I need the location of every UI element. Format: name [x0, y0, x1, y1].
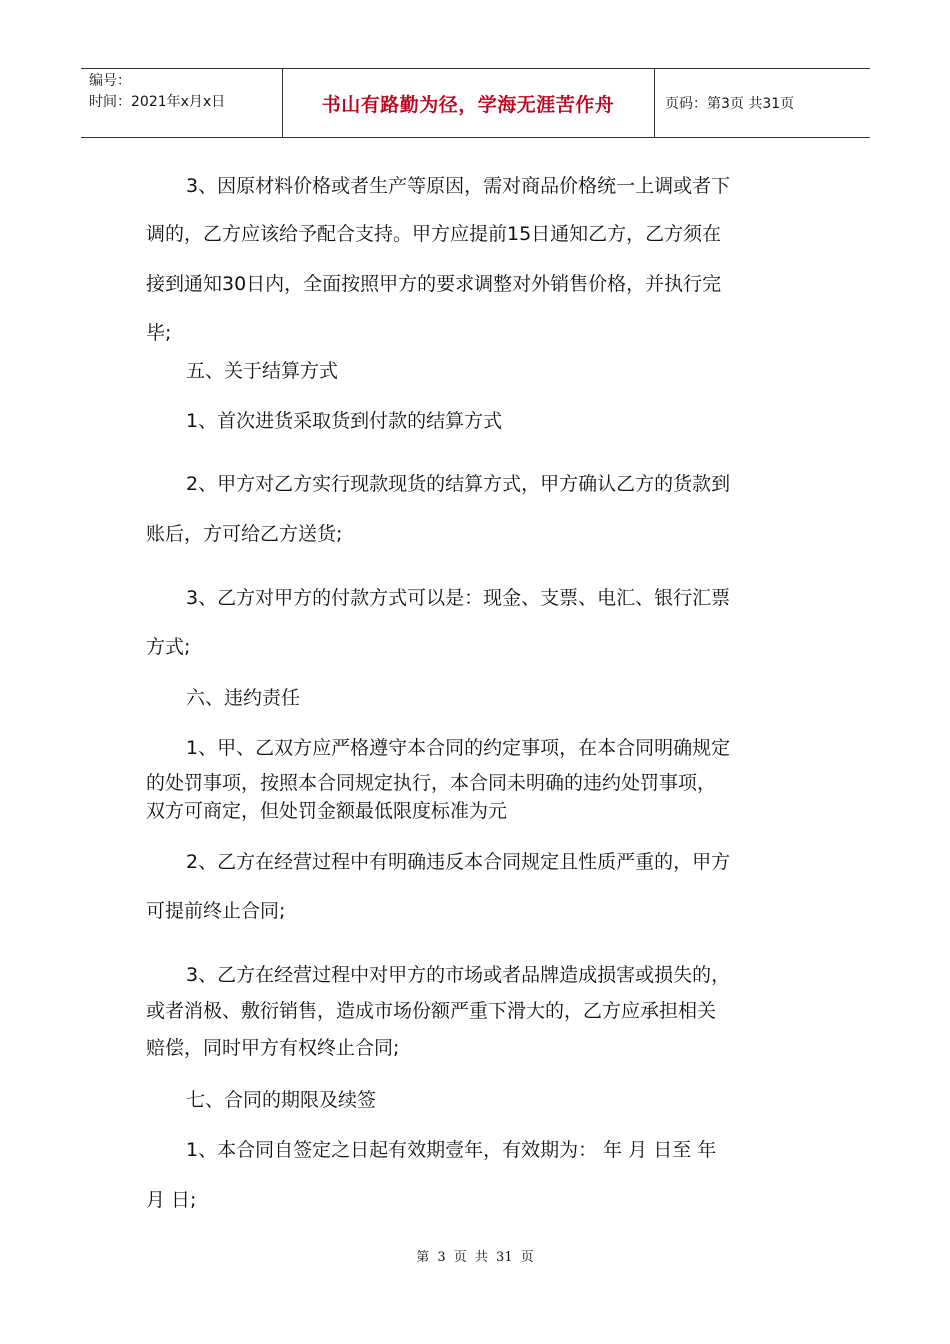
header-page-info: 页码：第3页 共31页 — [665, 96, 795, 112]
paragraph-line: 可提前终止合同; — [146, 900, 286, 922]
paragraph-line: 方式; — [146, 636, 191, 658]
paragraph-line: 3、因原材料价格或者生产等原因，需对商品价格统一上调或者下 — [186, 175, 731, 197]
paragraph-line: 1、本合同自签定之日起有效期壹年，有效期为： 年 月 日至 年 — [186, 1139, 717, 1161]
page-header — [81, 68, 870, 138]
paragraph-line: 或者消极、敷衍销售，造成市场份额严重下滑大的，乙方应承担相关 — [146, 1000, 717, 1022]
header-meta — [89, 71, 225, 113]
header-slogan: 书山有路勤为径，学海无涯苦作舟 — [321, 93, 615, 116]
paragraph-line: 3、乙方对甲方的付款方式可以是：现金、支票、电汇、银行汇票 — [186, 587, 731, 609]
header-divider-right — [654, 69, 655, 137]
page-footer: 第 3 页 共 31 页 — [416, 1250, 534, 1265]
paragraph-line: 赔偿，同时甲方有权终止合同; — [146, 1037, 400, 1059]
paragraph-line: 双方可商定，但处罚金额最低限度标准为元 — [146, 800, 508, 822]
document-time-label: 时间：2021年x月x日 — [89, 94, 226, 110]
paragraph-line: 2、甲方对乙方实行现款现货的结算方式，甲方确认乙方的货款到 — [186, 473, 731, 495]
section-title-breach: 六、违约责任 — [186, 687, 301, 709]
paragraph-line: 毕; — [146, 322, 172, 344]
paragraph-line: 接到通知30日内，全面按照甲方的要求调整对外销售价格，并执行完 — [146, 273, 722, 295]
section-title-settlement: 五、关于结算方式 — [186, 360, 339, 382]
paragraph-line: 调的，乙方应该给予配合支持。甲方应提前15日通知乙方，乙方须在 — [146, 223, 722, 245]
paragraph-line: 账后，方可给乙方送货; — [146, 523, 343, 545]
paragraph-line: 1、首次进货采取货到付款的结算方式 — [186, 410, 503, 432]
paragraph-line: 2、乙方在经营过程中有明确违反本合同规定且性质严重的，甲方 — [186, 851, 731, 873]
paragraph-line: 月 日; — [146, 1189, 197, 1211]
document-code-label: 编号： — [89, 73, 131, 89]
paragraph-line: 1、甲、乙双方应严格遵守本合同的约定事项，在本合同明确规定 — [186, 737, 731, 759]
paragraph-line: 3、乙方在经营过程中对甲方的市场或者品牌造成损害或损失的， — [186, 964, 731, 986]
paragraph-line: 的处罚事项，按照本合同规定执行，本合同未明确的违约处罚事项， — [146, 772, 717, 794]
section-title-term: 七、合同的期限及续签 — [186, 1089, 377, 1111]
